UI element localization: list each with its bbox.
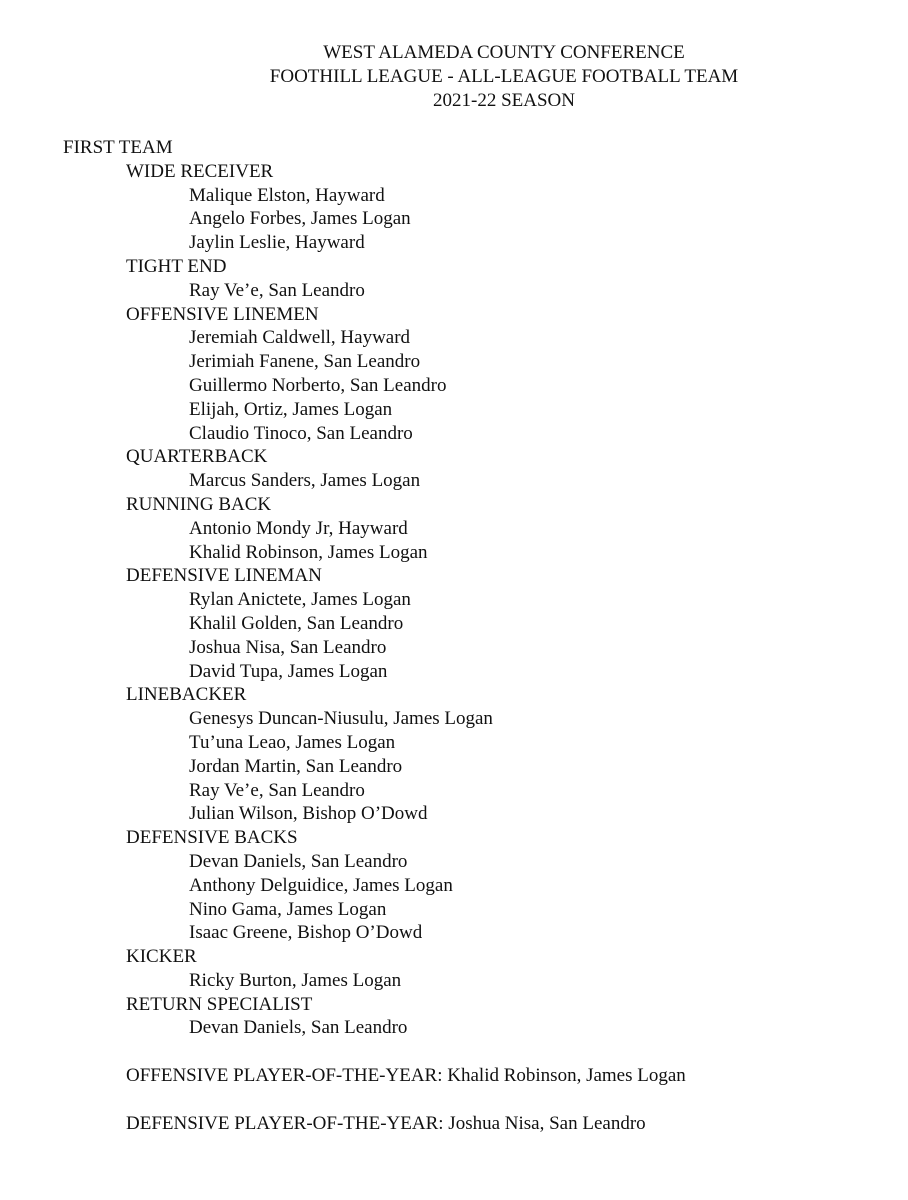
- player-entry: Claudio Tinoco, San Leandro: [189, 422, 413, 444]
- position-group: [63, 493, 883, 564]
- player-entry: David Tupa, James Logan: [189, 660, 388, 682]
- position-heading: DEFENSIVE BACKS: [126, 827, 298, 849]
- conference-title: WEST ALAMEDA COUNTY CONFERENCE: [323, 42, 685, 63]
- player-entry: Ray Ve’e, San Leandro: [189, 279, 365, 301]
- player-entry: Malique Elston, Hayward: [189, 184, 385, 206]
- position-heading: LINEBACKER: [126, 684, 247, 706]
- player-entry: Joshua Nisa, San Leandro: [189, 636, 387, 658]
- league-title: FOOTHILL LEAGUE - ALL-LEAGUE FOOTBALL TEAM: [269, 65, 739, 87]
- player-entry: Jeremiah Caldwell, Hayward: [189, 327, 411, 349]
- player-entry: Devan Daniels, San Leandro: [189, 850, 408, 872]
- position-group: [63, 564, 883, 683]
- position-group: [63, 303, 883, 446]
- player-entry: Ray Ve’e, San Leandro: [189, 779, 365, 801]
- position-heading: KICKER: [126, 946, 197, 968]
- player-entry: Jerimiah Fanene, San Leandro: [189, 351, 421, 373]
- player-entry: Guillermo Norberto, San Leandro: [189, 374, 447, 396]
- player-entry: Devan Daniels, San Leandro: [189, 1017, 408, 1039]
- player-entry: Rylan Anictete, James Logan: [189, 589, 411, 611]
- player-entry: Ricky Burton, James Logan: [189, 969, 402, 991]
- position-group: [63, 945, 883, 993]
- player-entry: Isaac Greene, Bishop O’Dowd: [189, 922, 423, 944]
- player-entry: Jaylin Leslie, Hayward: [189, 232, 365, 254]
- position-heading: WIDE RECEIVER: [126, 160, 274, 182]
- player-entry: Elijah, Ortiz, James Logan: [189, 398, 393, 420]
- position-heading: TIGHT END: [126, 255, 227, 277]
- position-heading: QUARTERBACK: [126, 446, 268, 468]
- position-group: [63, 255, 883, 303]
- position-group: [63, 993, 883, 1041]
- position-heading: OFFENSIVE LINEMEN: [126, 303, 319, 325]
- defensive-player-of-the-year: DEFENSIVE PLAYER-OF-THE-YEAR: Joshua Nisa, San Leandro: [126, 1113, 646, 1135]
- player-entry: Anthony Delguidice, James Logan: [189, 874, 453, 896]
- player-entry: Marcus Sanders, James Logan: [189, 470, 421, 492]
- player-entry: Angelo Forbes, James Logan: [189, 208, 411, 230]
- position-heading: RETURN SPECIALIST: [126, 993, 313, 1015]
- player-entry: Genesys Duncan-Niusulu, James Logan: [189, 708, 493, 730]
- player-entry: Khalid Robinson, James Logan: [189, 541, 428, 563]
- position-group: [63, 826, 883, 945]
- document-header: [0, 41, 908, 112]
- position-heading: DEFENSIVE LINEMAN: [126, 565, 322, 587]
- player-entry: Tu’una Leao, James Logan: [189, 731, 396, 753]
- team-list: [63, 136, 883, 1136]
- player-entry: Antonio Mondy Jr, Hayward: [189, 517, 408, 539]
- position-group: [63, 160, 883, 255]
- offensive-player-of-the-year: OFFENSIVE PLAYER-OF-THE-YEAR: Khalid Robinson, James Logan: [126, 1065, 686, 1087]
- position-heading: RUNNING BACK: [126, 493, 272, 515]
- position-group: [63, 445, 883, 493]
- season-title: 2021-22 SEASON: [433, 89, 575, 111]
- player-entry: Khalil Golden, San Leandro: [189, 612, 404, 634]
- player-entry: Julian Wilson, Bishop O’Dowd: [189, 803, 428, 825]
- player-entry: Jordan Martin, San Leandro: [189, 755, 403, 777]
- position-group: [63, 683, 883, 826]
- player-entry: Nino Gama, James Logan: [189, 898, 387, 920]
- team-title: FIRST TEAM: [63, 137, 173, 158]
